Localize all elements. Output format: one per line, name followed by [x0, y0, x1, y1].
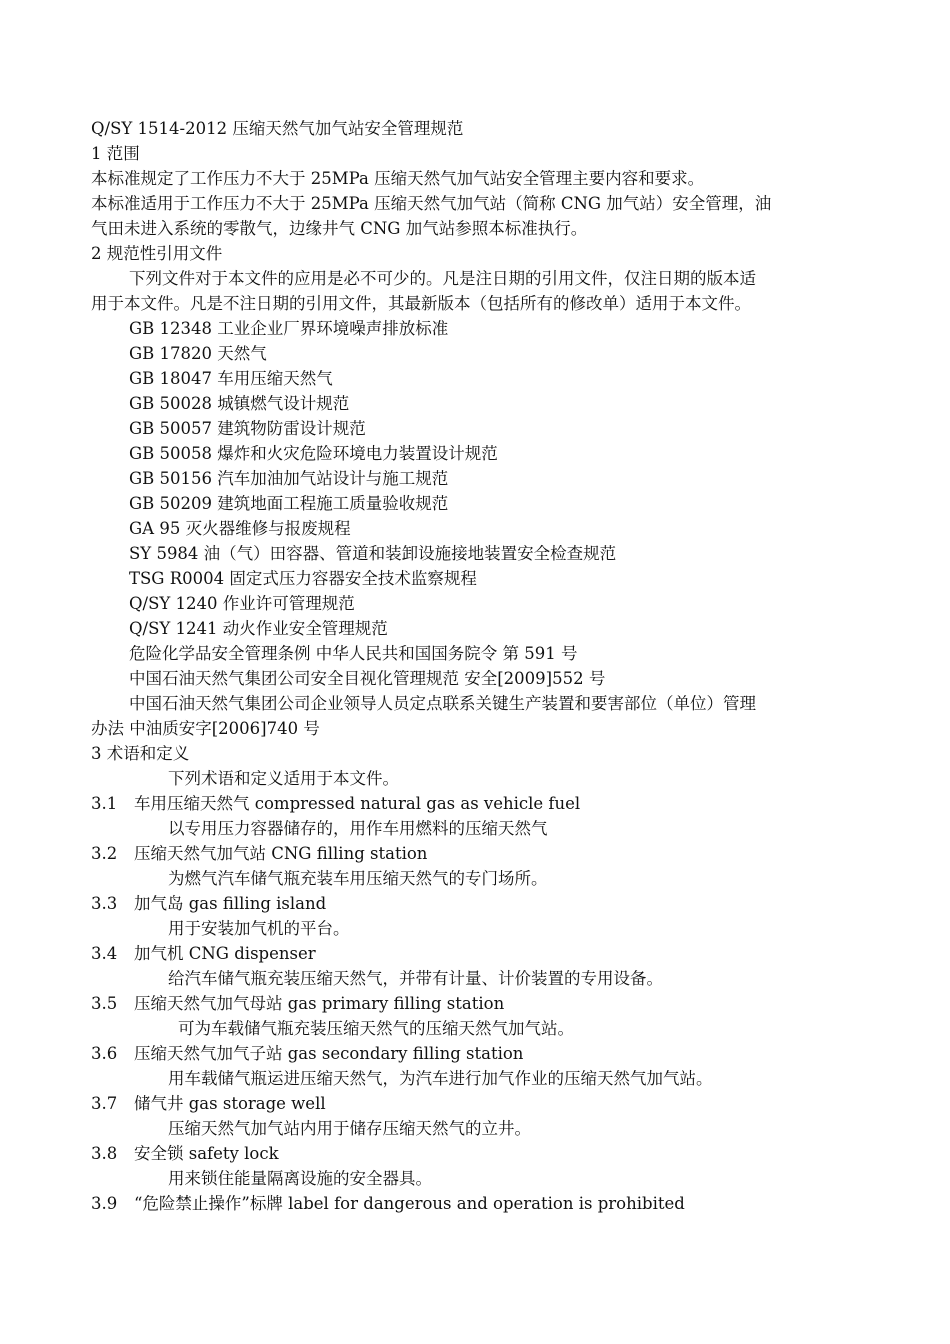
- reference-item: TSG R0004 固定式压力容器安全技术监察规程: [129, 569, 477, 588]
- reference-item: GB 50209 建筑地面工程施工质量验收规范: [129, 494, 449, 513]
- reference-item: GB 50028 城镇燃气设计规范: [129, 394, 350, 413]
- document-body: [91, 116, 861, 1216]
- reference-item: Q/SY 1241 动火作业安全管理规范: [129, 619, 388, 638]
- term-number: 3.1: [91, 794, 118, 813]
- term-entry: [91, 1141, 861, 1166]
- term-entry: [91, 991, 861, 1016]
- term-entry: [91, 841, 861, 866]
- reference-item: GB 17820 天然气: [129, 344, 267, 363]
- term-title: 压缩天然气加气子站 gas secondary filling station: [134, 1044, 524, 1063]
- term-definition: 为燃气汽车储气瓶充装车用压缩天然气的专门场所。: [168, 869, 548, 888]
- document-title: Q/SY 1514-2012 压缩天然气加气站安全管理规范: [91, 119, 464, 138]
- term-entry: [91, 1191, 861, 1216]
- section-2-paragraph: 下列文件对于本文件的应用是必不可少的。凡是注日期的引用文件，仅注日期的版本适: [129, 269, 756, 288]
- term-title: 储气井 gas storage well: [134, 1094, 326, 1113]
- reference-item: 危险化学品安全管理条例 中华人民共和国国务院令 第 591 号: [129, 644, 578, 663]
- term-number: 3.4: [91, 944, 118, 963]
- term-number: 3.7: [91, 1094, 118, 1113]
- section-1-paragraph: 本标准规定了工作压力不大于 25MPa 压缩天然气加气站安全管理主要内容和要求。: [91, 169, 705, 188]
- term-title: 压缩天然气加气母站 gas primary filling station: [134, 994, 505, 1013]
- term-definition: 用于安装加气机的平台。: [168, 919, 350, 938]
- section-2-heading: 2 规范性引用文件: [91, 244, 223, 263]
- reference-item: GA 95 灭火器维修与报废规程: [129, 519, 351, 538]
- section-1-paragraph: 气田未进入系统的零散气，边缘井气 CNG 加气站参照本标准执行。: [91, 219, 588, 238]
- term-title: “危险禁止操作”标牌 label for dangerous and operation is prohibited: [134, 1194, 685, 1213]
- term-number: 3.3: [91, 894, 118, 913]
- term-title: 车用压缩天然气 compressed natural gas as vehicle fuel: [134, 794, 581, 813]
- reference-item: Q/SY 1240 作业许可管理规范: [129, 594, 355, 613]
- term-definition: 用车载储气瓶运进压缩天然气，为汽车进行加气作业的压缩天然气加气站。: [168, 1069, 713, 1088]
- section-1-heading: 1 范围: [91, 144, 140, 163]
- reference-item: GB 50156 汽车加油加气站设计与施工规范: [129, 469, 449, 488]
- term-number: 3.9: [91, 1194, 118, 1213]
- term-definition: 用来锁住能量隔离设施的安全器具。: [168, 1169, 432, 1188]
- section-3-intro: 下列术语和定义适用于本文件。: [168, 769, 399, 788]
- reference-item: GB 50058 爆炸和火灾危险环境电力装置设计规范: [129, 444, 498, 463]
- term-title: 加气机 CNG dispenser: [134, 944, 316, 963]
- reference-item: 中国石油天然气集团公司安全目视化管理规范 安全[2009]552 号: [129, 669, 606, 688]
- term-title: 压缩天然气加气站 CNG filling station: [134, 844, 428, 863]
- term-entry: [91, 891, 861, 916]
- term-entry: [91, 941, 861, 966]
- reference-item: GB 12348 工业企业厂界环境噪声排放标准: [129, 319, 449, 338]
- term-number: 3.5: [91, 994, 118, 1013]
- term-definition: 可为车载储气瓶充装压缩天然气的压缩天然气加气站。: [178, 1019, 574, 1038]
- term-number: 3.8: [91, 1144, 118, 1163]
- term-definition: 给汽车储气瓶充装压缩天然气，并带有计量、计价装置的专用设备。: [168, 969, 663, 988]
- reference-item: GB 50057 建筑物防雷设计规范: [129, 419, 366, 438]
- term-definition: 压缩天然气加气站内用于储存压缩天然气的立井。: [168, 1119, 531, 1138]
- section-2-paragraph: 用于本文件。凡是不注日期的引用文件，其最新版本（包括所有的修改单）适用于本文件。: [91, 294, 751, 313]
- reference-item: SY 5984 油（气）田容器、管道和装卸设施接地装置安全检查规范: [129, 544, 617, 563]
- section-1-paragraph: 本标准适用于工作压力不大于 25MPa 压缩天然气加气站（简称 CNG 加气站）安全管理，油: [91, 194, 772, 213]
- term-number: 3.2: [91, 844, 118, 863]
- reference-item: GB 18047 车用压缩天然气: [129, 369, 333, 388]
- term-entry: [91, 1091, 861, 1116]
- term-definition: 以专用压力容器储存的，用作车用燃料的压缩天然气: [168, 819, 548, 838]
- term-title: 安全锁 safety lock: [134, 1144, 279, 1163]
- term-number: 3.6: [91, 1044, 118, 1063]
- reference-item: 中国石油天然气集团公司企业领导人员定点联系关键生产装置和要害部位（单位）管理: [129, 694, 756, 713]
- term-title: 加气岛 gas filling island: [134, 894, 327, 913]
- section-3-heading: 3 术语和定义: [91, 744, 190, 763]
- term-entry: [91, 791, 861, 816]
- term-entry: [91, 1041, 861, 1066]
- reference-item: 办法 中油质安字[2006]740 号: [91, 719, 320, 738]
